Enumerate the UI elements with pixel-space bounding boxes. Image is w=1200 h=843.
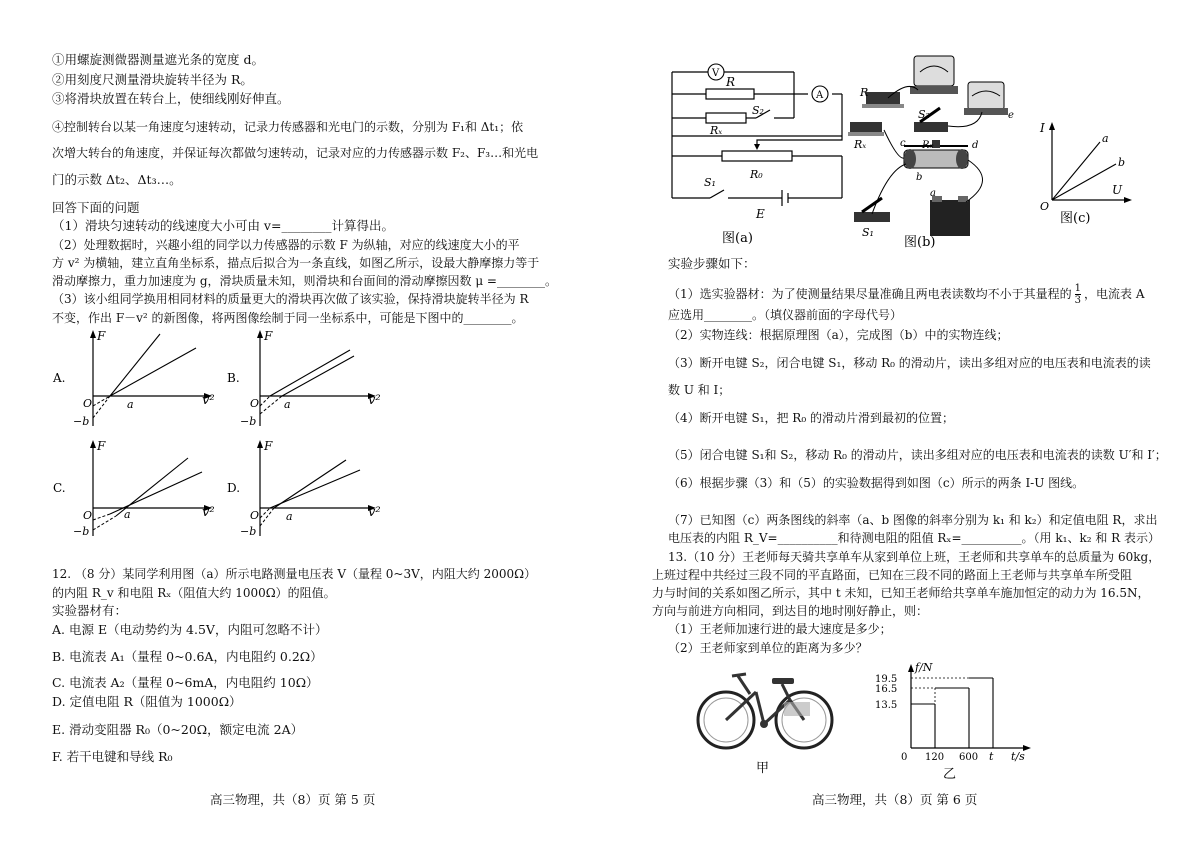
graph-label: A. [53,371,66,385]
question-2-line2: 方 v² 为横轴，建立直角坐标系，描点后拟合为一条直线，如图乙所示，设最大静摩擦力等于 [52,256,540,270]
question-13-part2: （2）王老师家到单位的距离为多少？ [668,641,868,655]
svg-text:a: a [1102,132,1109,145]
origin: O [250,509,260,522]
figure-c-caption: 图(c) [1060,211,1091,226]
graph-option-c [48,436,228,546]
axis-v2: v² [368,505,381,520]
step-3-line1: （3）断开电键 S₂，闭合电键 S₁，移动 R₀ 的滑动片，读出多组对应的电压表和电流表的读 [668,356,1151,370]
graph-label: B. [227,371,240,385]
svg-text:O: O [1040,200,1050,213]
material-a: A. 电源 E（电动势约为 4.5V，内阻可忽略不计） [52,622,328,637]
circuit-diagram-a [662,58,852,248]
step-4-line2: 次增大转台的角速度，并保证每次都做匀速转动，记录对应的力传感器示数 F₂、F₃…和光电 [52,146,539,160]
svg-text:R: R [860,86,869,99]
question-12-line2: 的内阻 R_v 和电阻 Rₓ（阻值大约 1000Ω）的阻值。 [52,586,336,600]
svg-text:I: I [1040,121,1045,135]
material-d: D. 定值电阻 R（阻值为 1000Ω） [52,694,242,709]
intercept-b: −b [240,525,257,538]
intercept-a: a [124,508,131,521]
origin: O [83,397,93,410]
y-axis-label: f/N [915,661,933,674]
origin: O [250,397,260,410]
x-tick: 600 [959,752,979,763]
page-6 [600,0,1200,843]
step-2: ②用刻度尺测量滑块旋转半径为 R。 [52,72,253,87]
intercept-b: −b [240,415,257,428]
svg-text:c: c [900,138,906,149]
svg-text:V: V [712,68,720,79]
question-12-line1: 12. （8 分）某同学利用图（a）所示电路测量电压表 V（量程 0~3V，内阻大约 2000Ω） [52,567,537,581]
question-13-part1: （1）王老师加速行进的最大速度是多少； [668,622,892,636]
step-1: ①用螺旋测微器测量遮光条的宽度 d。 [52,52,264,67]
bicycle-figure [694,668,844,778]
graph-caption: 乙 [943,767,957,780]
step-7-line1: （7）已知图（c）两条图线的斜率（a、b 图像的斜率分别为 k₁ 和 k₂）和定值电阻 R，求出 [668,513,1158,527]
graph-label: D. [227,481,241,495]
axis-F: F [97,439,106,453]
svg-text:R: R [726,75,736,89]
svg-text:R₀: R₀ [922,140,934,151]
question-3-line1: （3）该小组同学换用相同材料的质量更大的滑块再次做了该实验，保持滑块旋转半径为 R [52,292,529,306]
answer-heading: 回答下面的问题 [52,200,140,215]
graph-option-d [222,436,402,546]
question-2-line1: （2）处理数据时，兴趣小组的同学以力传感器的示数 F 为纵轴，对应的线速度大小的平 [52,238,520,252]
question-1: （1）滑块匀速转动的线速度大小可由 v=________计算得出。 [52,218,394,233]
intercept-a: a [127,398,134,411]
footer-page-5: 高三物理，共（8）页 第 5 页 [210,792,376,807]
question-3-line2: 不变，作出 F－v² 的新图像，将两图像绘制于同一坐标系中，可能是下图中的________。 [52,311,524,325]
svg-text:a: a [930,188,936,199]
svg-text:S₂: S₂ [752,104,764,117]
step-1-text: （1）选实验器材：为了使测量结果尽量准确且两电表读数均不小于其量程的 $\frac{1}{3}$ ，电流表 A [668,283,1145,306]
axis-F: F [264,439,273,453]
svg-text:U: U [1112,183,1123,197]
iu-graph-c [1030,118,1140,228]
question-13-line2: 上班过程中共经过三段不同的平直路面，已知在三段不同的路面上王老师与共享单车所受阻 [652,568,1133,582]
origin: O [83,509,93,522]
step-4-line1: ④控制转台以某一角速度匀速转动，记录力传感器和光电门的示数，分别为 F₁和 Δt₁；依 [52,120,524,134]
axis-F: F [97,329,106,343]
svg-text:e: e [1008,110,1014,121]
step-2-text: （2）实物连线：根据原理图（a），完成图（b）中的实物连线； [668,328,1009,342]
bicycle-caption: 甲 [756,761,770,776]
svg-text:Rₓ: Rₓ [854,138,867,151]
x-tick: 120 [925,752,945,763]
y-tick: 13.5 [875,700,898,711]
step-3-line2: 数 U 和 I； [668,383,731,397]
steps-heading: 实验步骤如下： [668,256,756,271]
svg-text:S₂: S₂ [918,108,930,121]
materials-heading: 实验器材有： [52,603,128,618]
y-tick: 19.5 [875,674,898,685]
axis-v2: v² [368,393,381,408]
question-13-line3: 力与时间的关系如图乙所示，其中 t 未知，已知王老师给共享单车施加恒定的动力为 16.5N， [652,586,1150,600]
svg-text:d: d [972,140,979,151]
question-13-line1: 13.（10 分）王老师每天骑共享单车从家到单位上班，王老师和共享单车的总质量为 60kg， [668,550,1161,564]
axis-v2: v² [202,505,215,520]
graph-label: C. [53,481,66,495]
svg-text:A: A [816,90,824,101]
question-2-line3: 滑动摩擦力，重力加速度为 g，滑块质量未知，则滑块和台面间的滑动摩擦因数 μ =________。 [52,274,557,288]
step-4-text: （4）断开电键 S₁，把 R₀ 的滑动片滑到最初的位置； [668,411,954,425]
material-e: E. 滑动变阻器 R₀（0~20Ω，额定电流 2A） [52,722,304,737]
material-f: F. 若干电键和导线 R₀ [52,749,173,764]
svg-text:S₁: S₁ [704,176,716,189]
x-axis-label: t/s [1011,750,1025,763]
svg-text:S₁: S₁ [862,226,874,239]
y-tick: 16.5 [875,684,898,695]
question-13-line4: 方向与前进方向相同，到达目的地时刚好静止，则： [652,604,929,618]
bicycle-icon [698,674,832,748]
step-4-line3: 门的示数 Δt₂、Δt₃…。 [52,172,182,187]
svg-text:E: E [756,207,765,221]
svg-text:b: b [916,172,923,183]
step-6-text: （6）根据步骤（3）和（5）的实验数据得到如图（c）所示的两条 I-U 图线。 [668,476,1085,490]
footer-page-6: 高三物理，共（8）页 第 6 页 [812,792,978,807]
step-5-text: （5）闭合电键 S₁和 S₂，移动 R₀ 的滑动片，读出多组对应的电压表和电流表的读数 U′和 I′； [668,448,1167,462]
step-3: ③将滑块放置在转台上，使细线刚好伸直。 [52,91,290,106]
axis-F: F [264,329,273,343]
force-time-graph [875,660,1050,780]
x-tick: t [989,750,994,763]
figure-a-caption: 图(a) [722,231,753,246]
wiring-diagram-b [848,50,1018,250]
material-b: B. 电流表 A₁（量程 0~0.6A，内电阻约 0.2Ω） [52,649,323,664]
intercept-b: −b [73,525,90,538]
graph-option-a [48,326,228,436]
step-1-line2: 应选用________。（填仪器前面的字母代号） [668,308,903,322]
intercept-a: a [284,398,291,411]
material-c: C. 电流表 A₂（量程 0~6mA，内电阻约 10Ω） [52,675,319,690]
figure-b-caption: 图(b) [904,235,936,250]
axis-v2: v² [202,393,215,408]
svg-text:b: b [1118,156,1126,169]
x-tick: 0 [901,752,908,763]
intercept-b: −b [73,415,90,428]
svg-text:Rₓ: Rₓ [710,124,723,137]
svg-text:R₀: R₀ [750,168,763,181]
intercept-a: a [286,510,293,523]
step-7-line2: 电压表的内阻 R_V=__________和待测电阻的阻值 Rₓ=__________。（用 k₁、k₂ 和 R 表示） [668,531,1161,545]
graph-option-b [222,326,402,436]
